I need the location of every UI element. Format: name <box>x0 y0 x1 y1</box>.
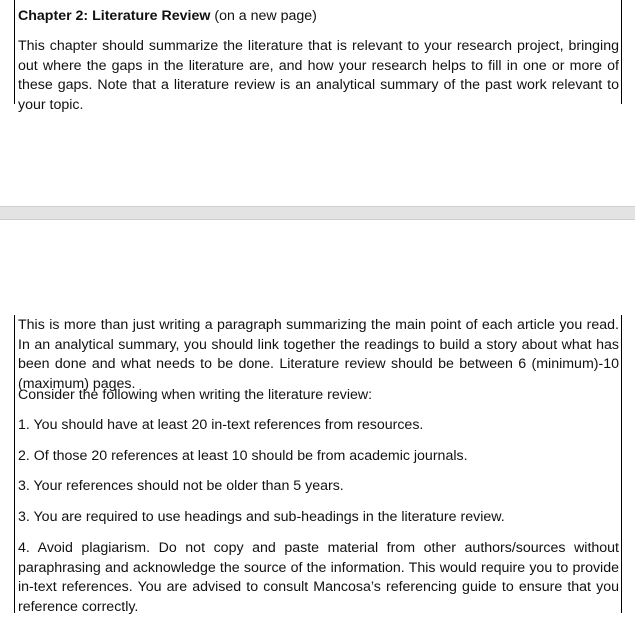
chapter-heading <box>15 7 621 27</box>
table-cell-top <box>14 0 622 113</box>
chapter-title: Chapter 2: Literature Review <box>18 8 211 24</box>
table-cell-bottom <box>14 315 622 613</box>
consider-paragraph: Consider the following when writing the literature review: <box>18 387 373 403</box>
chapter-intro-paragraph: This chapter should summarize the literature that is relevant to your research project, bringing out where the gaps in the literature are, and how your research helps to fill in one or more of these gaps. Note that a literature review is an analytical summary of the past work relevant to your topic. <box>18 38 619 113</box>
list-item: 3. You are required to use headings and sub-headings in the literature review. <box>18 509 505 525</box>
document-page-2 <box>0 220 635 613</box>
list-item: 2. Of those 20 references at least 10 should be from academic journals. <box>18 448 468 464</box>
chapter-title-suffix: (on a new page) <box>214 8 317 24</box>
list-item: 1. You should have at least 20 in-text references from resources. <box>18 417 424 433</box>
list-item: 4. Avoid plagiarism. Do not copy and paste material from other authors/sources without paraphrasing and acknowledge the source of the information. This would require you to provide in-text references. You are advised to consult Mancosa’s referencing guide to ensure that you reference correctly. <box>18 540 619 615</box>
page-break-gap <box>0 206 635 220</box>
analytical-summary-paragraph: This is more than just writing a paragraph summarizing the main point of each article you read. In an analytical summary, you should link together the readings to build a story about what has been done and what needs to be done. Literature review should be between 6 (minimum)-10 (maximum) pages. <box>18 317 619 392</box>
document-page-1 <box>0 0 635 206</box>
list-item: 3. Your references should not be older than 5 years. <box>18 478 344 494</box>
